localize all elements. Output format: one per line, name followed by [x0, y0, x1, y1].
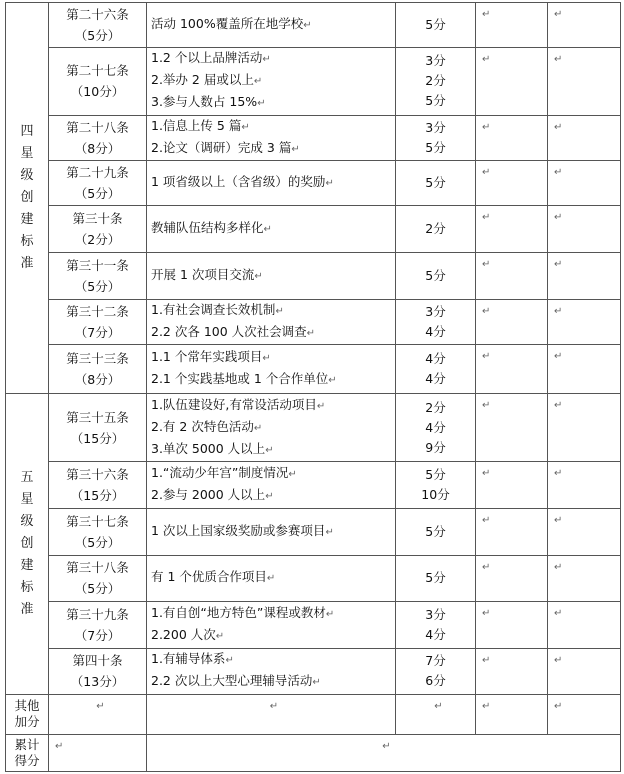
score-cell — [396, 394, 476, 462]
review-score-cell[interactable] — [548, 252, 621, 299]
criteria-item: 1.“流动少年宫”制度情况↵ — [151, 464, 297, 480]
return-mark: ↵ — [482, 468, 491, 480]
total-text: 累计 — [14, 737, 40, 753]
clause-title: 第三十九条 — [66, 607, 129, 623]
extra-points-text: 其他 — [14, 698, 40, 714]
table-row — [6, 161, 621, 206]
criteria-item: 开展 1 次项目交流↵ — [151, 266, 263, 282]
clause-cell — [49, 648, 147, 694]
clause-title: 第三十三条 — [66, 351, 129, 367]
criteria-cell — [147, 462, 396, 509]
review-score-cell[interactable] — [548, 345, 621, 394]
return-mark: ↵ — [554, 654, 563, 666]
return-mark: ↵ — [554, 212, 563, 224]
return-mark: ↵ — [253, 422, 263, 434]
return-mark: ↵ — [275, 305, 284, 317]
return-mark: ↵ — [316, 400, 326, 412]
extra-criteria-cell[interactable] — [147, 694, 396, 735]
clause-points: （5分） — [74, 581, 121, 597]
return-mark: ↵ — [482, 167, 491, 179]
score-cell — [396, 252, 476, 299]
criteria-item: 1.有自创“地方特色”课程或教材↵ — [151, 605, 335, 621]
review-score-cell[interactable] — [548, 115, 621, 161]
self-score-cell[interactable] — [476, 47, 548, 115]
review-score-cell[interactable] — [548, 206, 621, 253]
clause-points: （8分） — [74, 141, 121, 157]
criteria-item: 1.有辅导体系↵ — [151, 651, 234, 667]
category-cell — [6, 394, 49, 695]
clause-title: 第三十七条 — [66, 513, 129, 529]
score-value: 2分 — [425, 399, 446, 415]
return-mark: ↵ — [225, 655, 234, 667]
criteria-item: 2.1 个实践基地或 1 个合作单位↵ — [151, 371, 337, 387]
criteria-cell — [147, 299, 396, 345]
clause-title: 第四十条 — [72, 653, 123, 669]
return-mark: ↵ — [303, 19, 312, 31]
criteria-cell — [147, 3, 396, 48]
criteria-item: 1.1 个常年实践项目↵ — [151, 349, 271, 365]
extra-self-cell[interactable] — [476, 694, 548, 735]
table-row — [6, 206, 621, 253]
clause-points: （8分） — [74, 372, 121, 388]
score-cell — [396, 161, 476, 206]
criteria-item: 2.2 次各 100 人次社会调查↵ — [151, 323, 316, 339]
clause-cell — [49, 555, 147, 602]
score-value: 3分 — [425, 53, 446, 69]
clause-cell — [49, 345, 147, 394]
score-value: 6分 — [425, 673, 446, 689]
review-score-cell[interactable] — [548, 555, 621, 602]
return-mark: ↵ — [482, 700, 491, 712]
return-mark: ↵ — [96, 700, 105, 712]
score-value: 4分 — [425, 419, 446, 435]
return-mark: ↵ — [554, 9, 563, 20]
return-mark: ↵ — [554, 400, 563, 412]
criteria-item: 1.2 个以上品牌活动↵ — [151, 50, 271, 66]
extra-clause-cell[interactable] — [49, 694, 147, 735]
score-cell — [396, 47, 476, 115]
self-score-cell[interactable] — [476, 299, 548, 345]
score-cell — [396, 648, 476, 694]
self-score-cell[interactable] — [476, 252, 548, 299]
score-cell — [396, 3, 476, 48]
score-value: 9分 — [425, 439, 446, 455]
clause-cell — [49, 252, 147, 299]
table-row — [6, 394, 621, 462]
score-value: 10分 — [421, 486, 450, 502]
return-mark: ↵ — [55, 741, 64, 753]
return-mark: ↵ — [312, 677, 321, 689]
clause-points: （2分） — [74, 231, 121, 247]
score-cell — [396, 602, 476, 649]
clause-points: （7分） — [74, 324, 121, 340]
extra-review-cell[interactable] — [548, 694, 621, 735]
return-mark: ↵ — [253, 76, 263, 88]
self-score-cell[interactable] — [476, 462, 548, 509]
review-score-cell[interactable] — [548, 161, 621, 206]
score-value: 7分 — [425, 653, 446, 669]
self-score-cell[interactable] — [476, 555, 548, 602]
clause-title: 第三十五条 — [66, 409, 129, 425]
clause-cell — [49, 3, 147, 48]
score-value: 4分 — [425, 323, 446, 339]
extra-score-cell[interactable] — [396, 694, 476, 735]
self-score-cell[interactable] — [476, 3, 548, 48]
score-value: 4分 — [425, 351, 446, 367]
return-mark: ↵ — [554, 700, 563, 712]
score-cell — [396, 345, 476, 394]
score-value: 5分 — [425, 140, 446, 156]
return-mark: ↵ — [554, 351, 563, 363]
criteria-item: 有 1 个优质合作项目↵ — [151, 569, 276, 585]
return-mark: ↵ — [482, 608, 491, 620]
clause-title: 第二十八条 — [66, 120, 129, 136]
clause-points: （10分） — [70, 84, 125, 100]
criteria-cell — [147, 47, 396, 115]
clause-cell — [49, 115, 147, 161]
review-score-cell[interactable] — [548, 299, 621, 345]
self-score-cell[interactable] — [476, 115, 548, 161]
criteria-cell — [147, 648, 396, 694]
score-value: 3分 — [425, 120, 446, 136]
self-score-cell[interactable] — [476, 648, 548, 694]
criteria-cell — [147, 115, 396, 161]
table-row — [6, 345, 621, 394]
criteria-cell — [147, 508, 396, 555]
criteria-item: 1.有社会调查长效机制↵ — [151, 301, 284, 317]
clause-points: （15分） — [70, 487, 125, 503]
return-mark: ↵ — [482, 212, 491, 224]
return-mark: ↵ — [554, 514, 563, 526]
return-mark: ↵ — [482, 400, 491, 412]
criteria-item: 1.队伍建设好,有常设活动项目↵ — [151, 396, 326, 412]
table-row — [6, 47, 621, 115]
return-mark: ↵ — [554, 167, 563, 179]
return-mark: ↵ — [554, 53, 563, 65]
review-score-cell[interactable] — [548, 394, 621, 462]
criteria-item: 2.论文（调研）完成 3 篇↵ — [151, 140, 300, 156]
return-mark: ↵ — [554, 121, 563, 133]
clause-cell — [49, 602, 147, 649]
return-mark: ↵ — [325, 609, 335, 621]
return-mark: ↵ — [328, 375, 337, 387]
score-value: 5分 — [425, 93, 446, 109]
total-label — [6, 735, 49, 772]
clause-points: （7分） — [74, 628, 121, 644]
return-mark: ↵ — [382, 741, 391, 753]
review-score-cell[interactable] — [548, 47, 621, 115]
return-mark: ↵ — [554, 305, 563, 317]
return-mark: ↵ — [288, 468, 297, 480]
clause-points: （5分） — [74, 278, 121, 294]
score-cell — [396, 115, 476, 161]
clause-cell — [49, 299, 147, 345]
return-mark: ↵ — [325, 178, 334, 190]
criteria-cell — [147, 252, 396, 299]
score-cell — [396, 555, 476, 602]
return-mark: ↵ — [482, 561, 491, 573]
score-value: 3分 — [425, 303, 446, 319]
return-mark: ↵ — [265, 490, 274, 502]
return-mark: ↵ — [241, 122, 250, 134]
return-mark: ↵ — [306, 327, 316, 339]
scoring-table — [5, 2, 621, 772]
table-row — [6, 555, 621, 602]
criteria-item: 1 项省级以上（含省级）的奖励↵ — [151, 174, 334, 190]
score-value: 5分 — [425, 466, 446, 482]
clause-title: 第三十一条 — [66, 257, 129, 273]
total-row — [6, 735, 621, 772]
total-subtotal-cell[interactable] — [49, 735, 147, 772]
criteria-item: 2.有 2 次特色活动↵ — [151, 418, 263, 434]
table-row — [6, 299, 621, 345]
score-value: 5分 — [425, 267, 446, 283]
return-mark: ↵ — [325, 526, 334, 538]
score-value: 2分 — [425, 220, 446, 236]
clause-title: 第二十七条 — [66, 63, 129, 79]
self-score-cell[interactable] — [476, 602, 548, 649]
extra-points-text: 加分 — [14, 714, 40, 730]
score-value: 5分 — [425, 175, 446, 191]
return-mark: ↵ — [262, 353, 271, 365]
criteria-item: 2.200 人次↵ — [151, 627, 225, 643]
return-mark: ↵ — [482, 351, 491, 363]
extra-points-row — [6, 694, 621, 735]
score-value: 4分 — [425, 371, 446, 387]
return-mark: ↵ — [269, 700, 279, 712]
criteria-cell — [147, 206, 396, 253]
self-score-cell[interactable] — [476, 345, 548, 394]
self-score-cell[interactable] — [476, 161, 548, 206]
clause-points: （15分） — [70, 430, 125, 446]
criteria-cell — [147, 161, 396, 206]
score-value: 5分 — [425, 523, 446, 539]
review-score-cell[interactable] — [548, 508, 621, 555]
clause-title: 第二十九条 — [66, 165, 129, 181]
clause-cell — [49, 462, 147, 509]
review-score-cell[interactable] — [548, 462, 621, 509]
score-value: 3分 — [425, 607, 446, 623]
score-cell — [396, 299, 476, 345]
category-label: 五星级创建标准 — [20, 469, 34, 617]
clause-cell — [49, 161, 147, 206]
total-value-cell[interactable] — [147, 735, 621, 772]
return-mark: ↵ — [482, 121, 491, 133]
return-mark: ↵ — [265, 444, 274, 456]
total-text: 得分 — [14, 753, 40, 769]
review-score-cell[interactable] — [548, 3, 621, 48]
score-cell — [396, 206, 476, 253]
criteria-item: 3.参与人数占 15%↵ — [151, 94, 266, 110]
return-mark: ↵ — [262, 54, 271, 66]
return-mark: ↵ — [482, 9, 491, 20]
return-mark: ↵ — [554, 468, 563, 480]
table-row — [6, 462, 621, 509]
criteria-cell — [147, 555, 396, 602]
criteria-cell — [147, 345, 396, 394]
score-value: 2分 — [425, 73, 446, 89]
criteria-item: 教辅队伍结构多样化↵ — [151, 219, 272, 235]
table-row — [6, 252, 621, 299]
table-row — [6, 115, 621, 161]
return-mark: ↵ — [263, 223, 272, 235]
score-cell — [396, 508, 476, 555]
extra-points-label — [6, 694, 49, 735]
criteria-item: 1.信息上传 5 篇↵ — [151, 118, 250, 134]
clause-cell — [49, 206, 147, 253]
clause-title: 第三十八条 — [66, 560, 129, 576]
return-mark: ↵ — [434, 700, 443, 712]
clause-points: （5分） — [74, 27, 121, 43]
score-value: 5分 — [425, 16, 446, 32]
clause-cell — [49, 508, 147, 555]
clause-title: 第三十六条 — [66, 466, 129, 482]
return-mark: ↵ — [215, 631, 225, 643]
table-row — [6, 3, 621, 48]
return-mark: ↵ — [554, 258, 563, 270]
review-score-cell[interactable] — [548, 602, 621, 649]
return-mark: ↵ — [257, 98, 266, 110]
criteria-cell — [147, 394, 396, 462]
table-row — [6, 508, 621, 555]
return-mark: ↵ — [482, 654, 491, 666]
clause-points: （5分） — [74, 534, 121, 550]
criteria-item: 1 次以上国家级奖励或参赛项目↵ — [151, 522, 334, 538]
self-score-cell[interactable] — [476, 394, 548, 462]
review-score-cell[interactable] — [548, 648, 621, 694]
return-mark: ↵ — [254, 270, 263, 282]
return-mark: ↵ — [266, 573, 276, 585]
criteria-item: 2.举办 2 届或以上↵ — [151, 72, 263, 88]
criteria-item: 2.参与 2000 人以上↵ — [151, 486, 274, 502]
return-mark: ↵ — [554, 608, 563, 620]
category-cell — [6, 3, 49, 394]
clause-title: 第二十六条 — [66, 6, 129, 22]
score-value: 4分 — [425, 627, 446, 643]
return-mark: ↵ — [291, 144, 300, 156]
clause-points: （13分） — [70, 674, 125, 690]
score-cell — [396, 462, 476, 509]
criteria-item: 3.单次 5000 人以上↵ — [151, 440, 274, 456]
category-label: 四星级创建标准 — [20, 124, 34, 271]
clause-cell — [49, 47, 147, 115]
criteria-item: 2.2 次以上大型心理辅导活动↵ — [151, 673, 321, 689]
clause-points: （5分） — [74, 186, 121, 202]
clause-cell — [49, 394, 147, 462]
return-mark: ↵ — [482, 258, 491, 270]
table-row — [6, 602, 621, 649]
score-value: 5分 — [425, 570, 446, 586]
clause-title: 第三十二条 — [66, 303, 129, 319]
return-mark: ↵ — [482, 514, 491, 526]
clause-title: 第三十条 — [72, 210, 123, 226]
self-score-cell[interactable] — [476, 206, 548, 253]
criteria-cell — [147, 602, 396, 649]
self-score-cell[interactable] — [476, 508, 548, 555]
return-mark: ↵ — [482, 305, 491, 317]
return-mark: ↵ — [554, 561, 563, 573]
criteria-item: 活动 100%覆盖所在地学校↵ — [151, 15, 312, 31]
return-mark: ↵ — [482, 53, 491, 65]
table-row — [6, 648, 621, 694]
